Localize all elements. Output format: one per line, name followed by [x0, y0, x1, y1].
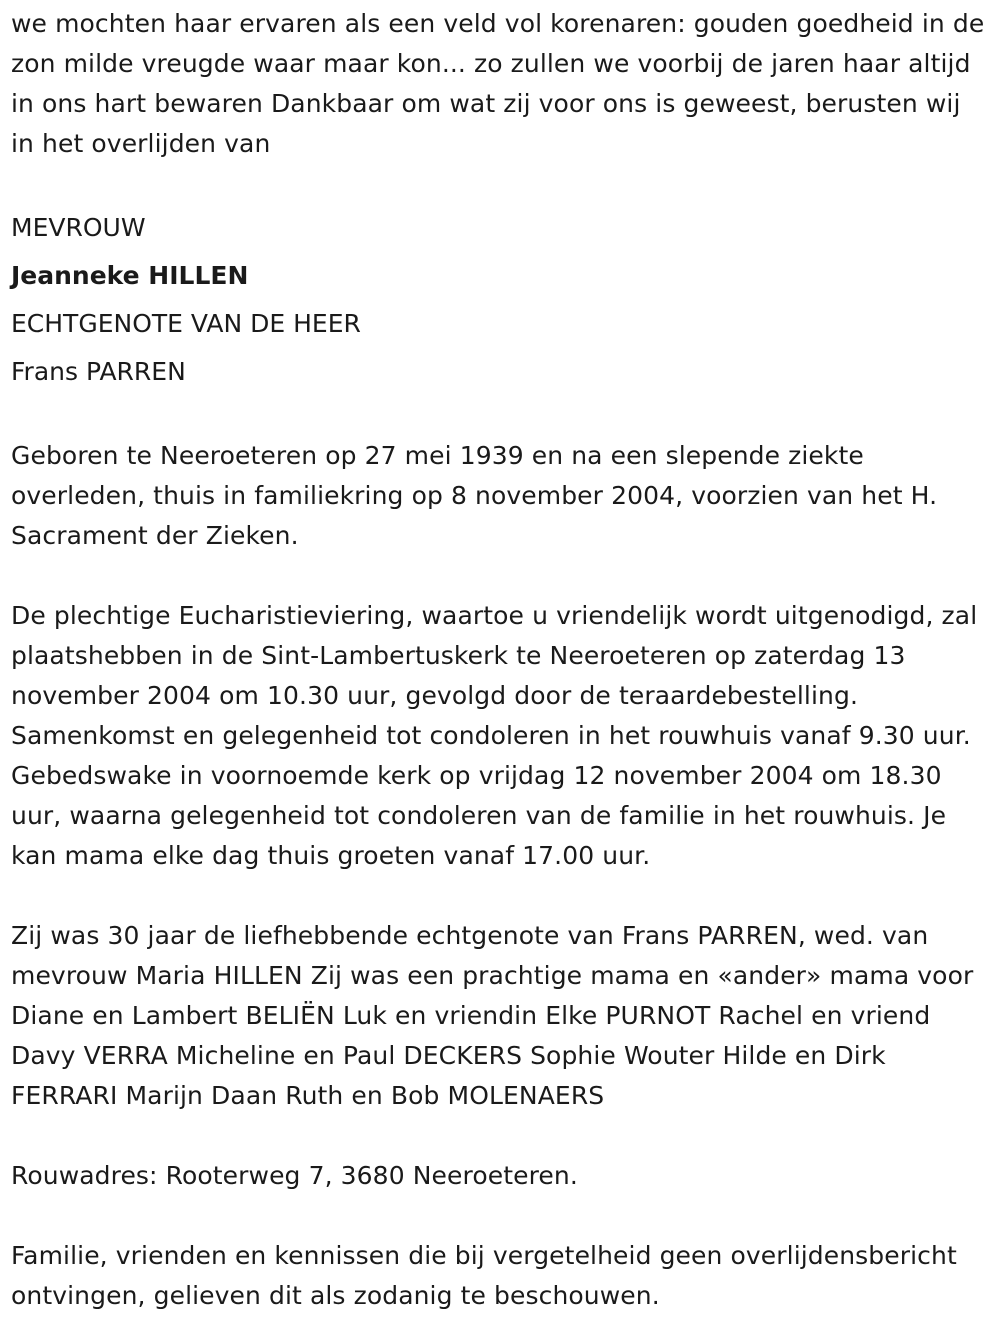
family-paragraph: Zij was 30 jaar de liefhebbende echtgenote van Frans PARREN, wed. van mevrouw Maria HILLEN Zij was een prachtige mama en «ander» mama voor Diane en Lambert BELIËN Luk en vriendin Elke PURNOT Rachel en vriend Davy VERRA Micheline en Paul DECKERS Sophie Wouter Hilde en Dirk FERRARI Marijn Daan Ruth en Bob MOLENAERS [11, 921, 974, 1110]
spacer [11, 1116, 988, 1156]
spacer [11, 1196, 988, 1236]
deceased-name: Jeanneke HILLEN [11, 261, 249, 290]
spacer [11, 876, 988, 916]
spacer [11, 556, 988, 596]
spouse-name: Frans PARREN [11, 357, 186, 386]
spacer [11, 164, 988, 204]
spacer [11, 396, 988, 436]
birth-death-paragraph: Geboren te Neeroeteren op 27 mei 1939 en na een slepende ziekte overleden, thuis in familiekring op 8 november 2004, voorzien van het H. Sacrament der Zieken. [11, 441, 938, 550]
closing-paragraph: Familie, vrienden en kennissen die bij vergetelheid geen overlijdensbericht ontvingen, gelieven dit als zodanig te beschouwen. [11, 1241, 957, 1310]
spouse-label: ECHTGENOTE VAN DE HEER [11, 309, 361, 338]
intro-poem: we mochten haar ervaren als een veld vol korenaren: gouden goedheid in de zon milde vreugde waar maar kon... zo zullen we voorbij de jaren haar altijd in ons hart bewaren Dankbaar om wat zij voor ons is geweest, berusten wij in het overlijden van [11, 9, 985, 158]
address-paragraph: Rouwadres: Rooterweg 7, 3680 Neeroeteren. [11, 1161, 578, 1190]
title-line: MEVROUW [11, 213, 146, 242]
ceremony-paragraph: De plechtige Eucharistieviering, waartoe u vriendelijk wordt uitgenodigd, zal plaatshebben in de Sint-Lambertuskerk te Neeroeteren op zaterdag 13 november 2004 om 10.30 uur, gevolgd door de teraardebestelling. Samenkomst en gelegenheid tot condoleren in het rouwhuis vanaf 9.30 uur. Gebedswake in voornoemde kerk op vrijdag 12 november 2004 om 18.30 uur, waarna gelegenheid tot condoleren van de familie in het rouwhuis. Je kan mama elke dag thuis groeten vanaf 17.00 uur. [11, 601, 978, 870]
